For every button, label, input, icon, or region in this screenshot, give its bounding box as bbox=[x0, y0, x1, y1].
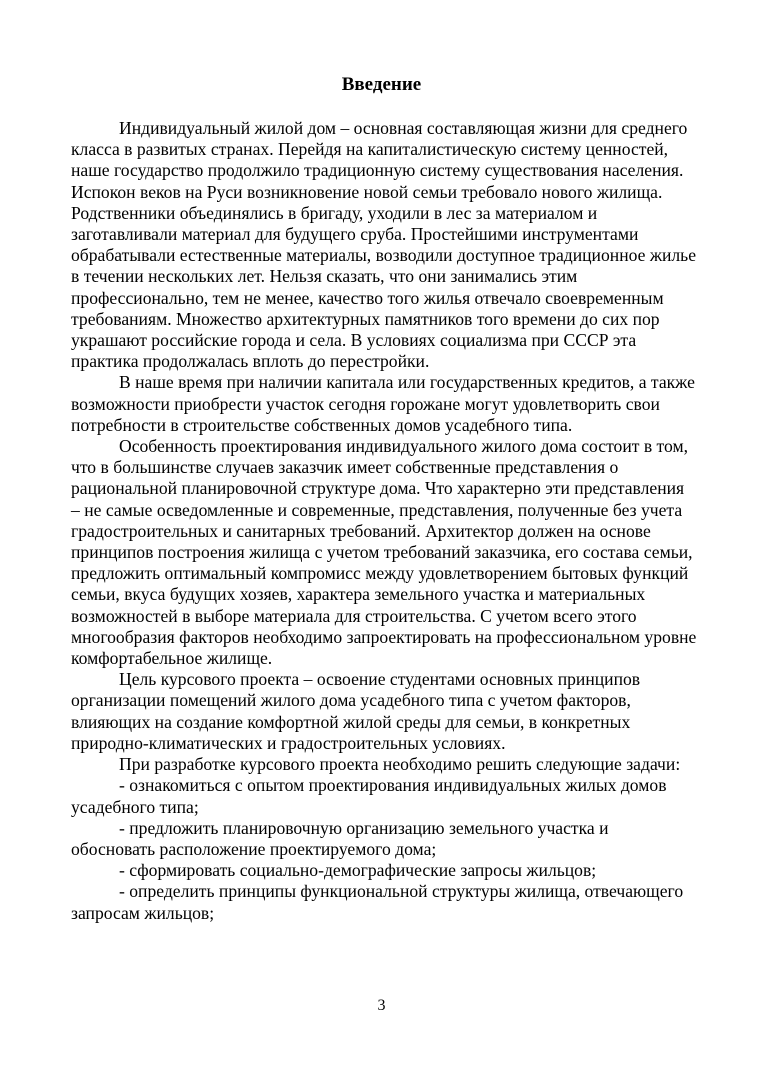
list-item: - сформировать социально-демографические запросы жильцов; bbox=[119, 860, 597, 881]
list-item: - ознакомиться с опытом проектирования индивидуальных жилых домов усадебного типа; bbox=[71, 775, 667, 817]
page-title: Введение bbox=[341, 74, 422, 95]
paragraph: Цель курсового проекта – освоение студентами основных принципов организации помещений жилого дома усадебного типа с учетом факторов, влияющих на создание комфортной жилой среды для семьи, в конкретных природно-климатических и градостроительных условиях. bbox=[71, 669, 641, 753]
body-text bbox=[71, 118, 697, 924]
list-item: - предложить планировочную организацию земельного участка и обосновать расположение проектируемого дома; bbox=[71, 817, 609, 859]
paragraph: Особенность проектирования индивидуального жилого дома состоит в том, что в большинстве случаев заказчик имеет собственные представления о рациональной планировочной структуре дома. Что характерно эти представления – не самые осведомленные и современные, представления, полученные без учета градостроительных и санитарных требований. Архитектор должен на основе принципов построения жилища с учетом требований заказчика, его состава семьи, предложить оптимальный компромисс между удовлетворением бытовых функций семьи, вкуса будущих хозяев, характера земельного участка и материальных возможностей в выборе материала для строительства. С учетом всего этого многообразия факторов необходимо запроектировать на профессиональном уровне комфортабельное жилище. bbox=[71, 436, 697, 669]
paragraph: При разработке курсового проекта необходимо решить следующие задачи: bbox=[119, 754, 681, 775]
page-number: 3 bbox=[377, 997, 386, 1014]
list-item: - определить принципы функциональной структуры жилища, отвечающего запросам жильцов; bbox=[71, 881, 684, 923]
paragraph: В наше время при наличии капитала или государственных кредитов, а также возможности приобрести участок сегодня горожане могут удовлетворить свои потребности в строительстве собственных домов усадебного типа. bbox=[71, 372, 695, 435]
paragraph: Индивидуальный жилой дом – основная составляющая жизни для среднего класса в развитых странах. Перейдя на капиталистическую систему ценностей, наше государство продолжило традиционную систему существования населения. Испокон веков на Руси возникновение новой семьи требовало нового жилища. Родственники объединялись в бригаду, уходили в лес за материалом и заготавливали материал для будущего сруба. Простейшими инструментами обрабатывали естественные материалы, возводили доступное традиционное жилье в течении нескольких лет. Нельзя сказать, что они занимались этим профессионально, тем не менее, качество того жилья отвечало своевременным требованиям. Множество архитектурных памятников того времени до сих пор украшают российские города и села. В условиях социализма при СССР эта практика продолжалась вплоть до перестройки. bbox=[71, 118, 697, 372]
